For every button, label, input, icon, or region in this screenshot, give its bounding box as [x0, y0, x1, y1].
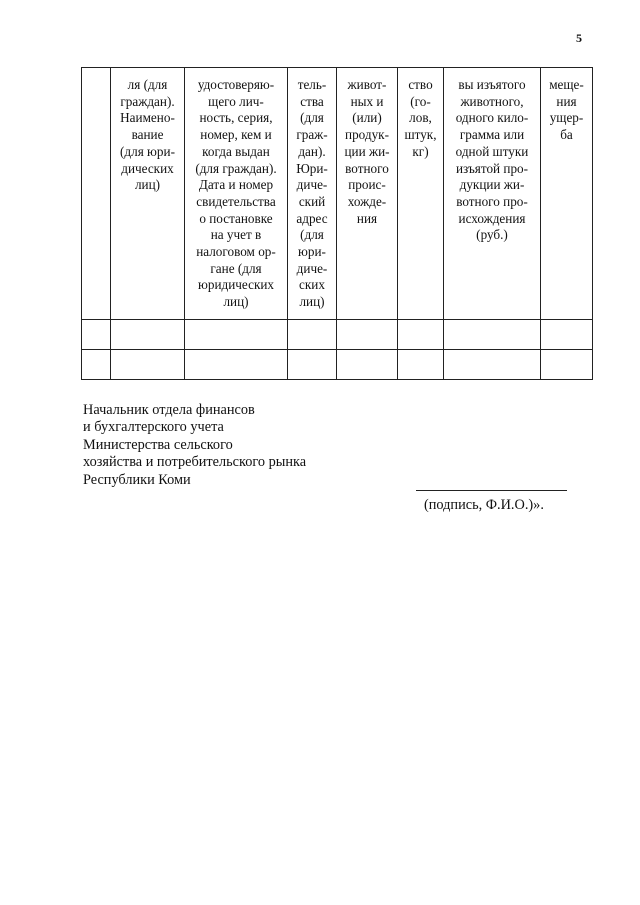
header-text-line: меще-: [549, 77, 584, 92]
header-text-line: юридических: [198, 277, 274, 293]
header-text-line: дукции жи-: [459, 177, 525, 193]
header-text-line: животного,: [460, 93, 524, 109]
table-row: [82, 350, 593, 380]
header-text-line: (го-: [410, 93, 431, 109]
table-cell: [337, 320, 398, 350]
header-cell-8: [541, 68, 593, 320]
header-text-line: продук-: [345, 127, 389, 143]
table-cell: [185, 320, 288, 350]
table-cell: [541, 320, 593, 350]
signature-title-line: Республики Коми: [83, 471, 191, 488]
table-cell: [111, 320, 185, 350]
header-text-line: лиц): [223, 294, 249, 310]
header-cell-3: [185, 68, 288, 320]
header-text-line: исхождения: [458, 210, 526, 226]
table-cell: [82, 320, 111, 350]
header-text-line: граждан).: [120, 93, 175, 109]
header-text-line: ции жи-: [344, 143, 390, 159]
signature-title-line: Министерства сельского: [83, 436, 233, 453]
header-text-line: вотного про-: [456, 193, 528, 209]
header-cell-7: [444, 68, 541, 320]
header-text-line: ния: [556, 93, 577, 109]
header-text-line: хожде-: [347, 193, 387, 209]
header-text-line: дических: [121, 160, 174, 176]
header-text-line: налоговом ор-: [196, 244, 276, 260]
header-text-line: (для: [300, 110, 324, 126]
header-text-line: (для граждан).: [195, 160, 277, 176]
header-text-line: ский: [298, 193, 326, 209]
table-header-row: [82, 68, 593, 320]
header-text-line: адрес: [296, 210, 328, 226]
header-text-line: диче-: [296, 260, 328, 276]
header-cell-1: [82, 68, 111, 320]
table-cell: [398, 320, 444, 350]
header-cell-5: [337, 68, 398, 320]
header-text-line: ства: [300, 93, 324, 109]
table-cell: [444, 350, 541, 380]
header-text-line: живот-: [347, 77, 387, 92]
header-text-line: проис-: [348, 177, 386, 193]
header-text-line: щего лич-: [208, 93, 264, 109]
header-text-line: удостоверяю-: [197, 77, 275, 92]
header-cell-2: [111, 68, 185, 320]
header-cell-6: [398, 68, 444, 320]
header-text-line: (или): [352, 110, 382, 126]
header-text-line: (для юри-: [120, 143, 175, 159]
header-text-line: вотного: [345, 160, 389, 176]
header-text-line: на учет в: [210, 227, 262, 243]
header-text-line: номер, кем и: [200, 127, 272, 143]
header-text-line: (руб.): [476, 227, 508, 243]
header-text-line: лиц): [134, 177, 161, 193]
header-text-line: лиц): [299, 294, 325, 310]
header-text-line: лов,: [409, 110, 432, 126]
signature-title-block: [83, 402, 306, 489]
signature-line: [416, 490, 567, 491]
header-text-line: ских: [299, 277, 325, 293]
header-text-line: Наимено-: [120, 110, 175, 126]
table-cell: [398, 350, 444, 380]
header-text-line: штук,: [404, 127, 437, 143]
header-text-line: свидетельства: [196, 193, 276, 209]
signature-caption: (подпись, Ф.И.О.)».: [424, 497, 544, 513]
header-cell-4: [288, 68, 337, 320]
table-cell: [444, 320, 541, 350]
header-text-line: (для: [300, 227, 324, 243]
page-number: 5: [576, 31, 582, 45]
header-text-line: грамма или: [459, 127, 525, 143]
signature-title-line: и бухгалтерского учета: [83, 419, 224, 436]
header-text-line: кг): [412, 143, 429, 159]
header-text-line: ния: [356, 210, 378, 226]
signature-title-line: Начальник отдела финансов: [83, 402, 255, 418]
header-text-line: Дата и номер: [198, 177, 274, 193]
header-text-line: когда выдан: [202, 143, 270, 159]
continuation-table: [81, 67, 593, 380]
table-cell: [288, 350, 337, 380]
header-text-line: диче-: [296, 177, 328, 193]
table-cell: [337, 350, 398, 380]
header-text-line: ущер-: [549, 110, 584, 126]
table-cell: [82, 350, 111, 380]
header-text-line: одного кило-: [455, 110, 529, 126]
header-text-line: Юри-: [296, 160, 328, 176]
header-text-line: о постановке: [199, 210, 273, 226]
header-text-line: ность, серия,: [199, 110, 273, 126]
header-text-line: граж-: [296, 127, 328, 143]
table-cell: [111, 350, 185, 380]
signature-title-line: хозяйства и потребительского рынка: [83, 454, 307, 471]
header-text-line: юри-: [298, 244, 326, 260]
header-text-line: ля (для: [127, 77, 168, 92]
header-text-line: ба: [560, 127, 573, 143]
header-text-line: тель-: [297, 77, 327, 92]
table-cell: [288, 320, 337, 350]
header-text-line: ство: [408, 77, 433, 92]
header-text-line: вы изъятого: [458, 77, 526, 92]
header-text-line: изъятой про-: [455, 160, 529, 176]
header-text-line: вание: [131, 127, 164, 143]
header-text-line: дан).: [298, 143, 326, 159]
header-text-line: гане (для: [210, 260, 262, 276]
header-text-line: ных и: [350, 93, 384, 109]
table-cell: [541, 350, 593, 380]
table-row: [82, 320, 593, 350]
header-text-line: одной штуки: [455, 143, 529, 159]
table-cell: [185, 350, 288, 380]
